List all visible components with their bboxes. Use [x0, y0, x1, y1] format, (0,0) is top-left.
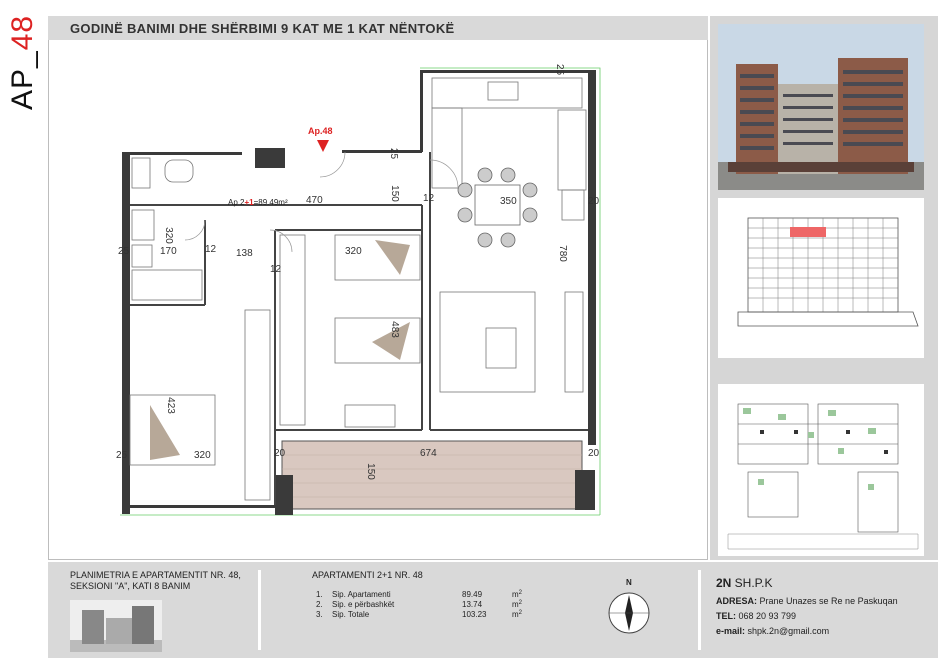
company-name-bold: 2N [716, 576, 732, 590]
area-row [312, 610, 542, 620]
dim-483: 483 [388, 321, 400, 338]
email-value: shpk.2n@gmail.com [745, 626, 830, 636]
building-thumbnail [70, 600, 162, 652]
area-row-unit-exp: 2 [518, 610, 523, 616]
building-thumbnail-image [70, 600, 162, 652]
dim-423: 423 [164, 397, 176, 414]
area-row-index: 3. [316, 610, 323, 619]
apartment-area-label [228, 198, 288, 207]
north-arrow-graphic [604, 578, 654, 638]
area-row-unit [512, 590, 522, 599]
dim-12c: 12 [270, 264, 282, 275]
area-row-unit-exp: 2 [518, 590, 523, 596]
area-table-title: APARTAMENTI 2+1 NR. 48 [312, 570, 423, 580]
area-row-value: 89.49 [462, 590, 483, 599]
company-email [716, 626, 931, 636]
title-bar [48, 16, 708, 40]
dim-150a: 150 [388, 185, 400, 202]
dim-20a: 20 [588, 196, 600, 207]
area-row-label: Sip. Totale [332, 610, 370, 619]
page-title: GODINË BANIMI DHE SHËRBIMI 9 KAT ME 1 KAT NËNTOKË [70, 21, 455, 36]
apartment-tag-prefix: AP_ [6, 50, 39, 110]
company-address [716, 596, 931, 606]
building-render-image [718, 24, 924, 190]
elevation-drawing [718, 198, 924, 358]
entrance-label-text: Ap.48 [308, 126, 333, 136]
area-row-unit [512, 600, 522, 609]
plan-caption-line1: PLANIMETRIA E APARTAMENTIT NR. 48, [70, 570, 241, 580]
floor-plan [110, 60, 610, 522]
area-row-unit-exp: 2 [518, 600, 523, 606]
right-column [710, 16, 938, 560]
entrance-label [308, 126, 333, 136]
dim-25top: 25 [554, 63, 566, 76]
dim-470: 470 [306, 195, 323, 206]
company-name [716, 576, 931, 590]
dim-20b: 20 [274, 448, 286, 459]
address-value: Prane Unazes se Re ne Paskuqan [757, 596, 898, 606]
dim-320a: 320 [162, 227, 174, 244]
dim-320c: 320 [194, 450, 211, 461]
building-render [718, 24, 924, 190]
area-row-index: 1. [316, 590, 323, 599]
separator-2 [698, 570, 701, 650]
company-name-rest: SH.P.K [731, 576, 773, 590]
elevation-image [718, 198, 924, 358]
area-row-label: Sip. e përbashkët [332, 600, 395, 609]
area-row-value: 103.23 [462, 610, 487, 619]
dim-350: 350 [500, 196, 517, 207]
company-phone [716, 611, 931, 621]
area-table [312, 590, 542, 620]
apartment-tag-number: 48 [6, 14, 39, 51]
separator-1 [258, 570, 261, 650]
area-row-value: 13.74 [462, 600, 483, 609]
plan-caption-line2: SEKSIONI "A", KATI 8 BANIM [70, 581, 191, 591]
area-row-index: 2. [316, 600, 323, 609]
area-row-unit [512, 610, 522, 619]
dim-320b: 320 [345, 246, 362, 257]
dim-25b: 25 [118, 246, 130, 257]
north-label: N [626, 578, 632, 587]
phone-value: 068 20 93 799 [736, 611, 797, 621]
dim-12b: 12 [205, 244, 217, 255]
area-row-label: Sip. Apartamenti [332, 590, 391, 599]
apartment-label-prefix: Ap 2 [228, 198, 245, 207]
phone-label: TEL: [716, 611, 736, 621]
dim-12a: 12 [423, 193, 435, 204]
dim-780: 780 [556, 245, 568, 262]
dim-25c: 25 [116, 450, 128, 461]
email-label: e-mail: [716, 626, 746, 636]
north-arrow-icon [604, 578, 654, 638]
dim-674: 674 [420, 448, 437, 459]
area-row [312, 590, 542, 600]
address-label: ADRESA: [716, 596, 758, 606]
area-row-unit-text: m [512, 600, 519, 609]
apartment-label-plus: +1 [244, 198, 254, 207]
info-strip [48, 562, 938, 658]
dim-25a: 25 [388, 147, 400, 160]
dim-20c: 20 [588, 448, 600, 459]
dim-138: 138 [236, 248, 253, 259]
apartment-tag [4, 10, 44, 120]
area-row [312, 600, 542, 610]
floor-plan-drawing [110, 60, 610, 522]
area-row-unit-text: m [512, 610, 519, 619]
site-plan-image [718, 384, 924, 556]
dim-170: 170 [160, 246, 177, 257]
dim-150b: 150 [364, 463, 376, 480]
area-row-unit-text: m [512, 590, 519, 599]
apartment-label-area: =89.49m² [253, 198, 288, 207]
site-plan [718, 384, 924, 556]
company-block [716, 576, 931, 636]
